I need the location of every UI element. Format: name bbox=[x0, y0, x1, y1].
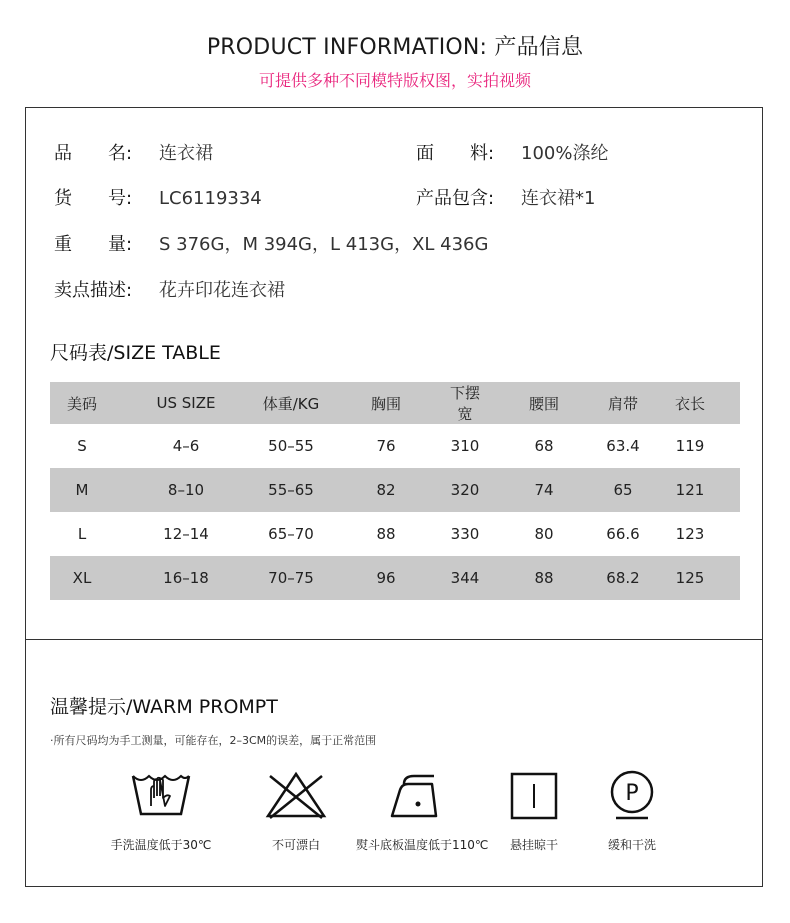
iron-icon bbox=[384, 768, 448, 822]
care-item-hand-wash bbox=[101, 768, 221, 853]
header-cell: US SIZE bbox=[156, 394, 216, 412]
table-cell: 125 bbox=[675, 569, 705, 587]
info-label: 货 号: bbox=[54, 188, 133, 209]
table-cell: 63.4 bbox=[606, 437, 640, 455]
info-label: 产品包含: bbox=[416, 188, 495, 209]
header-cell: 体重/KG bbox=[262, 394, 320, 413]
table-cell: 330 bbox=[450, 525, 480, 543]
info-value: 连衣裙 bbox=[159, 143, 213, 164]
header-cell: 美码 bbox=[66, 394, 97, 413]
hand-wash-icon bbox=[129, 768, 193, 822]
page-title: PRODUCT INFORMATION: 产品信息 bbox=[206, 35, 584, 60]
table-row bbox=[50, 512, 740, 556]
info-value: LC6119334 bbox=[159, 188, 262, 209]
info-value: 花卉印花连衣裙 bbox=[159, 280, 285, 301]
table-cell: 68 bbox=[534, 437, 554, 455]
header-cell: 衣长 bbox=[674, 394, 705, 413]
table-cell: 123 bbox=[675, 525, 705, 543]
info-label: 品 名: bbox=[54, 143, 133, 164]
table-cell: 76 bbox=[376, 437, 396, 455]
header-cell: 腰围 bbox=[528, 394, 559, 413]
header-cell: 下摆宽 bbox=[449, 384, 480, 423]
product-info-panel bbox=[25, 107, 763, 887]
table-cell: 96 bbox=[376, 569, 396, 587]
table-cell: 8–10 bbox=[167, 481, 205, 499]
info-label: 重 量: bbox=[54, 234, 133, 255]
info-item-sku bbox=[54, 184, 262, 210]
table-row bbox=[50, 556, 740, 600]
info-item-name bbox=[54, 139, 213, 165]
table-row bbox=[50, 424, 740, 468]
table-cell: XL bbox=[72, 569, 92, 587]
table-cell: 65–70 bbox=[268, 525, 314, 543]
care-item-iron bbox=[356, 768, 489, 853]
table-cell: M bbox=[75, 481, 89, 499]
info-label: 卖点描述: bbox=[54, 280, 133, 301]
svg-text:P: P bbox=[625, 781, 639, 806]
dry-clean-icon bbox=[600, 768, 664, 822]
care-label: 手洗温度低于30℃ bbox=[110, 838, 212, 852]
measurement-note: ·所有尺码均为手工测量，可能存在，2–3CM的误差，属于正常范围 bbox=[50, 734, 377, 747]
care-label: 缓和干洗 bbox=[607, 838, 656, 852]
info-value: 100%涤纶 bbox=[521, 143, 609, 164]
size-table-heading: 尺码表/SIZE TABLE bbox=[50, 342, 221, 364]
table-cell: 55–65 bbox=[268, 481, 314, 499]
table-cell: 344 bbox=[450, 569, 480, 587]
size-table bbox=[50, 382, 740, 600]
table-cell: 310 bbox=[450, 437, 480, 455]
section-divider bbox=[26, 639, 762, 640]
info-label: 面 料: bbox=[416, 143, 495, 164]
page-subtitle: 可提供多种不同模特版权图，实拍视频 bbox=[258, 71, 531, 90]
info-value: 连衣裙*1 bbox=[521, 188, 596, 209]
info-item-contents bbox=[416, 184, 595, 210]
table-cell: 80 bbox=[534, 525, 554, 543]
info-item-weight bbox=[54, 230, 488, 256]
table-cell: 16–18 bbox=[163, 569, 209, 587]
table-cell: 4–6 bbox=[172, 437, 200, 455]
table-row bbox=[50, 468, 740, 512]
header-cell: 胸围 bbox=[370, 394, 401, 413]
size-table-header-row bbox=[50, 382, 740, 424]
care-label: 悬挂晾干 bbox=[509, 838, 558, 852]
table-cell: 119 bbox=[675, 437, 705, 455]
table-cell: 121 bbox=[675, 481, 705, 499]
header-cell: 肩带 bbox=[607, 394, 638, 413]
hang-dry-icon bbox=[502, 768, 566, 822]
no-bleach-icon bbox=[264, 768, 328, 822]
info-item-description bbox=[54, 276, 285, 302]
table-cell: 66.6 bbox=[606, 525, 640, 543]
table-cell: 68.2 bbox=[606, 569, 640, 587]
info-value: S 376G，M 394G，L 413G，XL 436G bbox=[159, 234, 489, 255]
table-cell: S bbox=[77, 437, 87, 455]
table-cell: L bbox=[77, 525, 87, 543]
table-cell: 70–75 bbox=[268, 569, 314, 587]
table-cell: 88 bbox=[376, 525, 396, 543]
care-item-dry-clean bbox=[572, 768, 692, 853]
table-cell: 74 bbox=[534, 481, 554, 499]
table-cell: 82 bbox=[376, 481, 396, 499]
table-cell: 12–14 bbox=[163, 525, 209, 543]
table-cell: 320 bbox=[450, 481, 480, 499]
care-label: 熨斗底板温度低于110℃ bbox=[356, 838, 489, 852]
care-label: 不可漂白 bbox=[271, 838, 320, 852]
info-item-fabric bbox=[416, 139, 608, 165]
table-cell: 88 bbox=[534, 569, 554, 587]
table-cell: 50–55 bbox=[268, 437, 314, 455]
warm-prompt-heading: 温馨提示/WARM PROMPT bbox=[50, 696, 278, 718]
care-item-no-bleach bbox=[236, 768, 356, 853]
table-cell: 65 bbox=[613, 481, 633, 499]
